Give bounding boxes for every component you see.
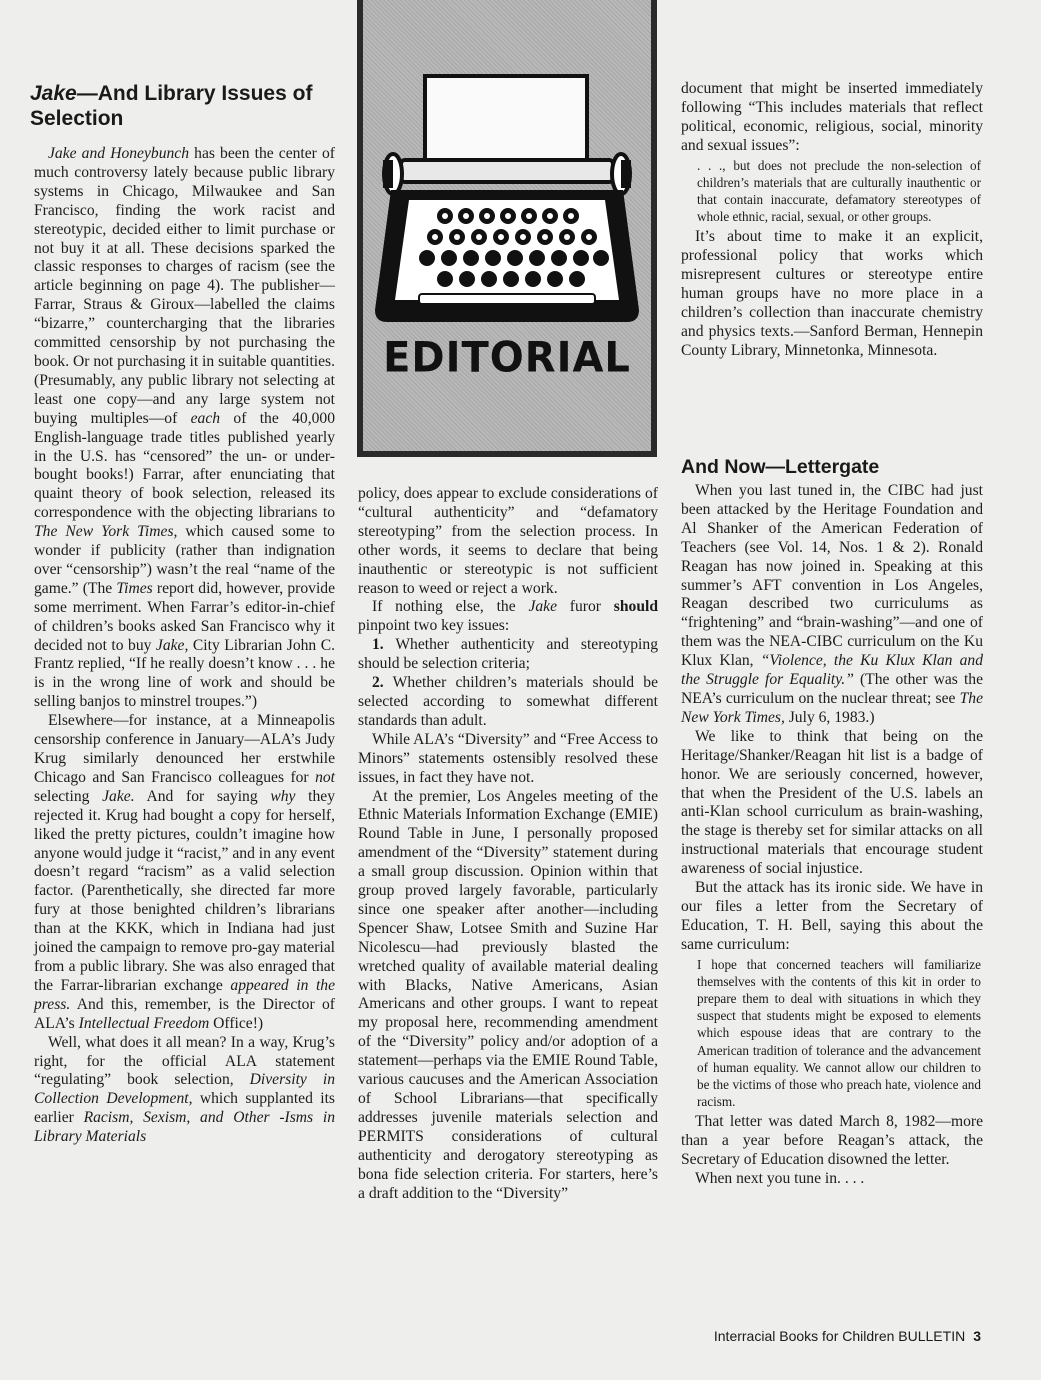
italic-text: each [190, 409, 221, 427]
text-run: Elsewhere—for instance, at a Minneapolis censorship conference in January—ALA’s Judy Krug similarly denounced her erstwhile Chicago and San Francisco colleagues for [34, 712, 335, 786]
page-footer [714, 1328, 981, 1344]
paragraph [358, 788, 658, 1204]
title-rest: —And Library Issues of Selection [30, 82, 313, 130]
paragraph [358, 485, 658, 598]
text-run: Office!) [209, 1014, 264, 1032]
list-item [358, 636, 658, 674]
paragraph [681, 879, 983, 955]
italic-text: The New York Times, [34, 523, 178, 541]
italic-text: Jake, [155, 636, 189, 654]
text-run: they rejected it. Krug had bought a copy for herself, liked the pretty pictures, couldn’t imagine how anyone would judge it “racist,” and in any event doesn’t regard “racism” as a valid selection factor. (Parenthetically, she directed far more fury at those benighted children’s librarians than at the KKK, which in Indiana had just joined the campaign to remove pro-gay material from a public library. She was also enraged that the Farrar-librarian exchange [34, 787, 336, 994]
title-italic: Jake [30, 82, 77, 105]
text-run: Well, what does it all mean? In a way, Krug’s right, for the official ALA statement “regulating” book selection, [34, 1033, 335, 1089]
italic-text: Times [116, 579, 153, 597]
text-run: pinpoint two key issues: [358, 617, 510, 635]
italic-text: why [270, 787, 296, 805]
text-run: which caused some to wonder if publicity (rather than indignation over “censorship”) wasn’t the real “name of the game.” (The [34, 523, 335, 597]
publication-name: Interracial Books for Children BULLETIN [713, 1328, 966, 1344]
italic-text: appeared in the press. [34, 976, 335, 1013]
text-run: report did, however, provide some merriment. When Farrar’s editor-in-chief of children’s books asked San Francisco why it decided not to buy [34, 579, 335, 654]
bold-text: should [613, 598, 658, 616]
bold-text: 2. [372, 674, 384, 692]
editorial-panel [363, 0, 651, 451]
text-run: furor [557, 598, 614, 616]
text-run: of the 40,000 English-language trade titles published yearly in the U.S. has “censored” the un- or under-bought books!) Farrar, after enunciating that quaint theory of book selection, released its correspondence with the objecting librarians to [34, 409, 335, 522]
paragraph [34, 145, 335, 712]
paragraph [34, 712, 335, 1033]
paragraph [681, 482, 983, 728]
text-run: has been the center of much controversy lately because public library systems in Chicago, Milwaukee and San Francisco, finding the work racist and stereotypic, decided either to limit purchase or not buy it at all. These decisions sparked the classic responses to charges of racism (see the article beginning on page 4). The publisher—Farrar, Straus & Giroux—labelled the claims “bizarre,” countercharging that the libraries committed censorship by not purchasing the book. Or not purchasing it in suitable quantities. (Presumably, any public library not selecting at least one copy—and any large system not buying multiples—of [34, 145, 336, 427]
text-run: When you last tuned in, the CIBC had just been attacked by the Heritage Foundation and Al Shanker of the American Federation of Teachers (see Vol. 14, Nos. 1 & 2). Ronald Reagan has now joined in. Speaking at this summer’s AFT convention in Los Angeles, Reagan described two curriculums as “frightening” and “brain-washing”—and one of them was the NEA-CIBC curriculum on the Ku Klux Klan, [681, 482, 983, 670]
editorial-label: EDITORIAL [383, 333, 631, 383]
text-run: (The other was the NEA’s curriculum on the nuclear threat; see [681, 671, 983, 707]
column-right-top [681, 80, 983, 361]
article-title-lettergate: And Now—Lettergate [681, 456, 880, 478]
text-run: That letter was dated March 8, 1982—more than a year before Reagan’s attack, the Secretary of Education disowned the letter. [681, 1113, 983, 1169]
text-run: And this, remember, is the Director of ALA’s [34, 995, 335, 1032]
list-item [358, 674, 658, 731]
italic-text: “Violence, the Ku Klux Klan and the Struggle for Equality.” [681, 652, 983, 689]
editorial-banner [357, 0, 657, 457]
block-quote: . . ., but does not preclude the non-selection of children’s materials that are culturally inauthentic or that contain inaccurate, defamatory stereotypes of whole ethnic, racial, sexual, or other groups. [697, 157, 981, 225]
text-run: But the attack has its ironic side. We have in our files a letter from the Secretary of Education, T. H. Bell, saying this about the same curriculum: [681, 879, 983, 953]
text-run: which supplanted its earlier [34, 1090, 335, 1127]
text-run: We like to think that being on the Heritage/Shanker/Reagan hit list is a badge of honor. We are seriously concerned, however, that when the President of the U.S. labels an anti-Klan school curriculum as brain-washing, the stage is thereby set for similar attacks on all instructional materials that encourage student awareness of social injustice. [681, 727, 983, 878]
text-run: document that might be inserted immediately following “This includes materials that reflect political, economic, religious, social, minority and sexual issues”: [681, 80, 983, 154]
text-run: It’s about time to make it an explicit, professional policy that works which misrepresent cultures or stereotype entire human groups have no more place in a children’s collection than inaccurate chemistry and physics texts.—Sanford Berman, Hennepin County Library, Minnetonka, Minnesota. [681, 228, 983, 359]
text-run: July 6, 1983.) [784, 708, 875, 726]
bold-text: 1. [372, 636, 384, 654]
italic-text: Jake. [102, 787, 135, 805]
article-title-jake [30, 81, 340, 131]
text-run: When next you tune in. . . . [695, 1170, 865, 1188]
typewriter-icon [363, 0, 651, 451]
paragraph [681, 228, 983, 360]
block-quote: I hope that concerned teachers will familiarize themselves with the contents of this kit in order to prepare them to deal with situations in which they suspect that students might be exposed to elements which espouse ideas that are contrary to the American tradition of tolerance and the advancement of human equality. We cannot allow our children to be the victims of those who preach hate, violence and racism. [697, 956, 981, 1110]
italic-text: Intellectual Freedom [78, 1014, 210, 1032]
italic-text: Racism, Sexism, and Other -Isms in Library Materials [34, 1109, 335, 1146]
text-run: City Librarian John C. Frantz replied, “If he really doesn’t know . . . he is in the wrong line of work and should be selling banjos to minstrel troupes.”) [34, 636, 336, 711]
paragraph [681, 80, 983, 156]
text-run: And for saying [134, 787, 271, 805]
text-run: Whether children’s materials should be selected according to somewhat different standards than adult. [358, 674, 658, 729]
page-number: 3 [973, 1328, 981, 1344]
italic-text: Jake [528, 598, 557, 616]
italic-text: Diversity in Collection Development, [34, 1071, 335, 1108]
paragraph [34, 1034, 335, 1147]
text-run: policy, does appear to exclude considerations of “cultural authenticity” and “defamatory stereotyping” from the selection process. In other words, it seems to declare that being inauthentic or stereotypic is not sufficient reason to weed or reject a work. [358, 485, 658, 597]
text-run: If nothing else, the [372, 598, 529, 616]
text-run: While ALA’s “Diversity” and “Free Access to Minors” statements ostensibly resolved these issues, in fact they have not. [358, 730, 658, 786]
column-left [34, 145, 335, 1147]
column-middle [358, 485, 658, 1203]
italic-text: Jake and Honeybunch [48, 145, 190, 162]
column-right-bottom [681, 482, 983, 1189]
italic-text: not [315, 768, 335, 786]
paragraph [358, 731, 658, 788]
paragraph [358, 598, 658, 636]
paragraph [681, 1170, 983, 1189]
paragraph [681, 728, 983, 879]
text-run: selecting [34, 787, 103, 805]
paragraph [681, 1113, 983, 1170]
italic-text: The New York Times, [681, 689, 983, 726]
text-run: At the premier, Los Angeles meeting of the Ethnic Materials Information Exchange (EMIE) Round Table in June, I personally proposed amendment of the “Diversity” statement during a small group discussion. Opinion within that group proved largely favorable, particularly since one speaker after another—including Spencer Shaw, Lotsee Smith and Suzine Har Nicolescu—had previously blasted the wretched quality of available material dealing with Blacks, Native Americans, Asian Americans and other groups. I want to repeat my proposal here, recommending amendment of the “Diversity” policy and/or adoption of a statement—perhaps via the EMIE Round Table, various caucuses and the American Association of School Librarians—that specifically addresses juvenile materials selection and PERMITS considerations of cultural authenticity and derogatory stereotyping as bona fide selection criteria. For starters, here’s a draft addition to the “Diversity” [358, 787, 658, 1202]
text-run: Whether authenticity and stereotyping should be selection criteria; [358, 636, 658, 673]
